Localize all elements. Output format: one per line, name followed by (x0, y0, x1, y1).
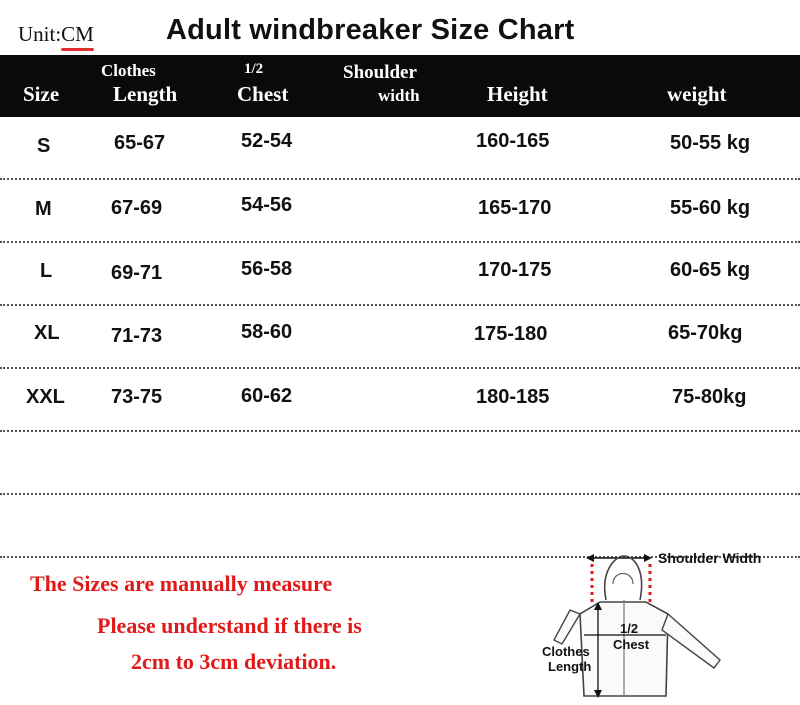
cell-length: 73-75 (111, 386, 163, 408)
hood-opening (613, 574, 633, 585)
header-chest-top: 1/2 (244, 61, 264, 77)
hood-outline (605, 556, 642, 600)
header-shoulder-top: Shoulder (343, 62, 417, 83)
note-line-2: Please understand if there is (97, 613, 362, 638)
header-chest-bottom: Chest (237, 82, 289, 106)
cell-length: 67-69 (111, 197, 163, 219)
header-length-top: Clothes (101, 61, 156, 80)
cell-size: M (35, 198, 52, 220)
cell-weight: 65-70kg (668, 322, 743, 344)
unit-value: CM (61, 22, 94, 46)
size-table (0, 117, 800, 558)
unit-label (18, 22, 94, 47)
cell-size: L (40, 260, 53, 282)
table-row (0, 243, 800, 306)
sleeve-left (554, 610, 580, 644)
cell-weight: 60-65 kg (670, 259, 751, 281)
diagram-chest-bottom: Chest (613, 637, 650, 652)
shoulder-arrow-head-right (644, 554, 652, 562)
header-shoulder-bottom: width (378, 86, 420, 105)
shoulder-arrow-head-left (586, 554, 594, 562)
cell-weight: 55-60 kg (670, 197, 751, 219)
diagram-length-bottom: Length (548, 659, 592, 674)
cell-chest: 52-54 (241, 130, 293, 152)
cell-height: 170-175 (478, 259, 552, 281)
table-row (0, 306, 800, 369)
cell-length: 71-73 (111, 325, 163, 347)
table-header (0, 55, 800, 117)
cell-chest: 54-56 (241, 194, 293, 216)
cell-weight: 50-55 kg (670, 132, 751, 154)
note-line-3: 2cm to 3cm deviation. (131, 649, 337, 674)
table-row (0, 369, 800, 432)
header-height: Height (487, 82, 548, 106)
header-size: Size (23, 82, 60, 106)
note-line-1: The Sizes are manually measure (30, 571, 333, 596)
cell-height: 180-185 (476, 386, 550, 408)
cell-height: 160-165 (476, 130, 550, 152)
cell-length: 65-67 (114, 132, 166, 154)
header-length-bottom: Length (113, 82, 178, 106)
unit-prefix: Unit: (18, 22, 62, 46)
cell-chest: 60-62 (241, 385, 293, 407)
cell-size: S (37, 135, 51, 157)
diagram-chest-top: 1/2 (620, 621, 639, 636)
cell-size: XL (34, 322, 60, 344)
table-row-empty (0, 432, 800, 495)
diagram-shoulder-label: Shoulder Width (658, 550, 762, 566)
cell-chest: 56-58 (241, 258, 293, 280)
sleeve-right (662, 614, 720, 668)
cell-height: 175-180 (474, 323, 548, 345)
measurement-diagram (520, 540, 800, 700)
table-row (0, 180, 800, 243)
cell-length: 69-71 (111, 262, 163, 284)
diagram-length-top: Clothes (542, 644, 590, 659)
header-weight: weight (667, 82, 727, 106)
chart-title: Adult windbreaker Size Chart (166, 14, 575, 46)
cell-height: 165-170 (478, 197, 552, 219)
cell-size: XXL (26, 386, 65, 408)
table-row (0, 117, 800, 180)
cell-weight: 75-80kg (672, 386, 747, 408)
cell-chest: 58-60 (241, 321, 293, 343)
